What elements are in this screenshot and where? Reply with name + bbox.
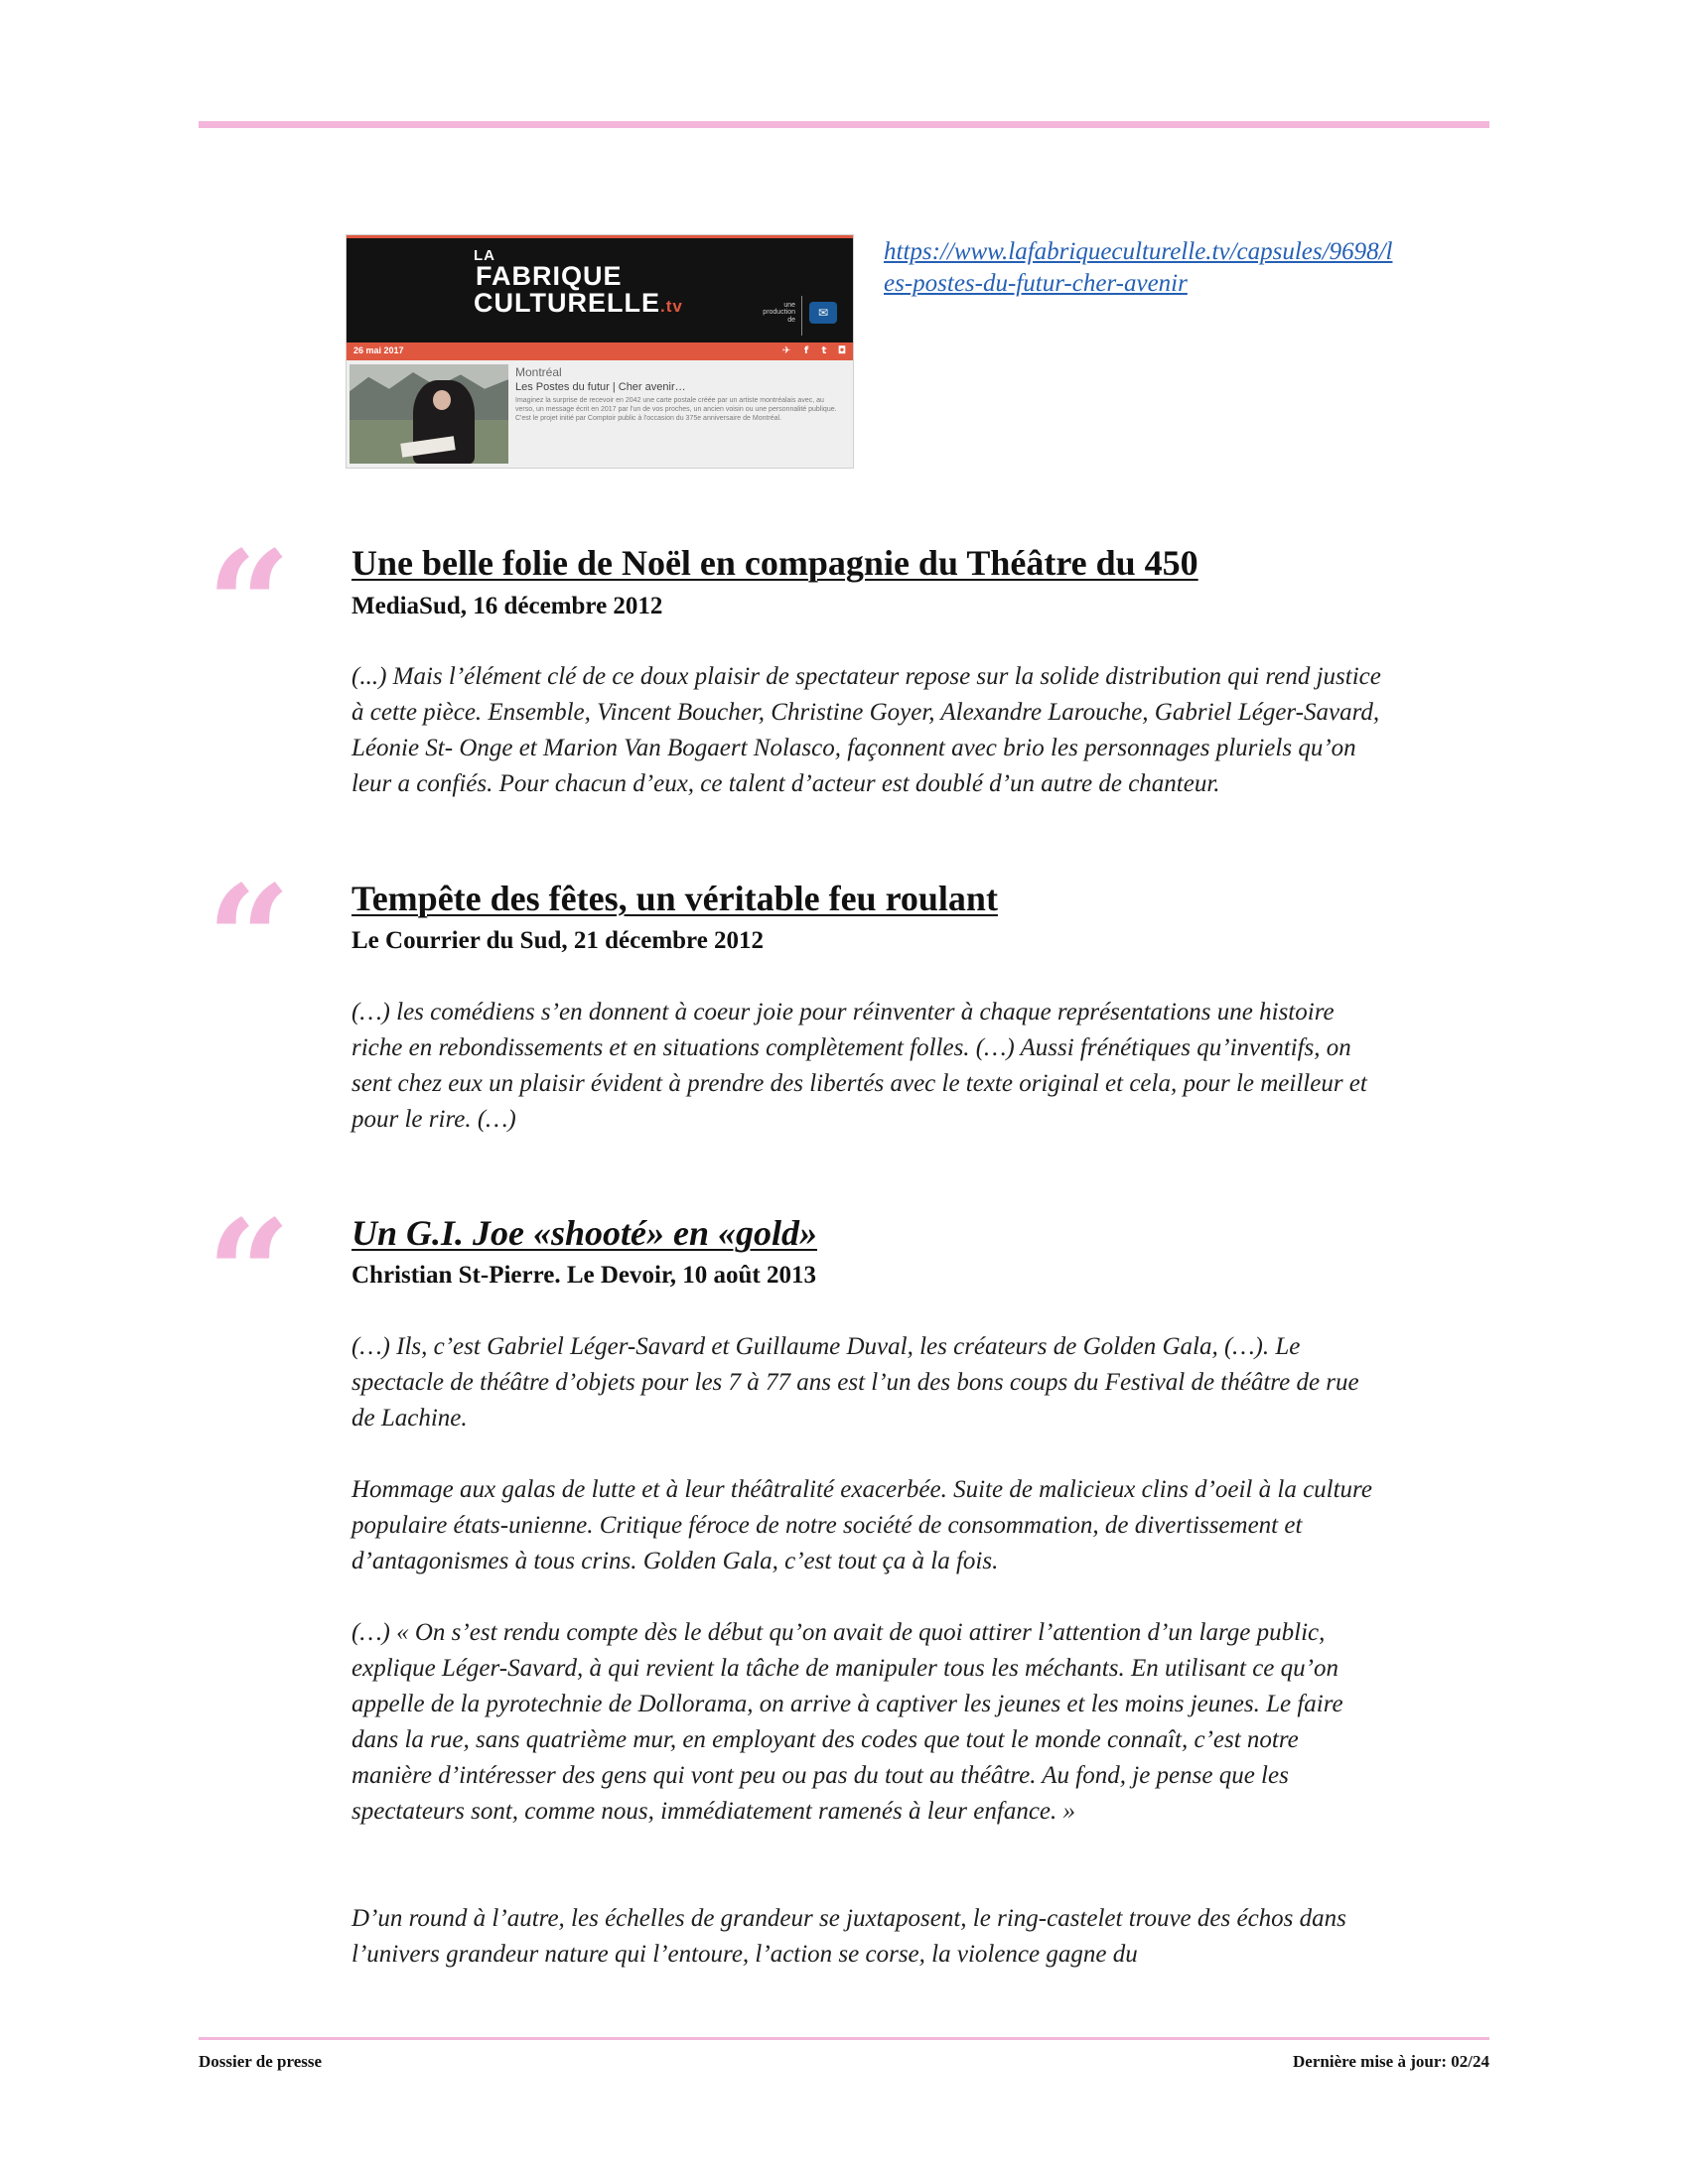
instagram-icon[interactable]: ◘ [837, 345, 847, 356]
quote-mark-icon: “ [207, 853, 292, 1025]
footer-divider [199, 2037, 1489, 2040]
review-paragraph: (…) Ils, c’est Gabriel Léger-Savard et Guillaume Duval, les créateurs de Golden Gala, (…). Le spectacle de théâtre d’objets pour les 7 à 77 ans est l’un des bons coups du Festival de théâtre de rue de Lachine. [352, 1333, 1359, 1432]
video-still-photo[interactable] [350, 364, 508, 464]
quote-mark-icon: “ [207, 518, 292, 691]
producer-logo-icon: ✉ [809, 302, 837, 324]
thumbnail-date-bar [347, 342, 853, 360]
review-source: Christian St-Pierre. Le Devoir, 10 août 2013 [352, 1262, 817, 1289]
thumbnail-header [347, 235, 853, 345]
review-paragraph: (...) Mais l’élément clé de ce doux plaisir de spectateur repose sur la solide distribution qui rend justice à cette pièce. Ensemble, Vincent Boucher, Christine Goyer, Alexandre Larouche, Gabriel Léger-Savard, Léonie St- Onge et Marion Van Bogaert Nolasco, façonnent avec brio les personnages pluriels qu’on leur a confiés. Pour chacun d’eux, ce talent d’acteur est doublé d’un autre de chanteur. [352, 663, 1381, 797]
thumbnail-city: Montréal [515, 365, 562, 379]
capsule-link[interactable]: https://www.lafabriqueculturelle.tv/capsules/9698/les-postes-du-futur-cher-avenir [884, 238, 1393, 297]
review-paragraph: (…) les comédiens s’en donnent à coeur joie pour réinventer à chaque représentations une histoire riche en rebondissements et en situations complètement folles. (…) Aussi frénétiques qu’inventifs, on sent chez eux un plaisir évident à prendre des libertés avec le texte original et cela, pour le meilleur et pour le rire. (…) [352, 999, 1367, 1133]
review-title: Tempête des fêtes, un véritable feu roulant [352, 879, 998, 918]
quote-mark-icon: “ [207, 1187, 292, 1360]
production-label: une production de [763, 302, 795, 324]
review-paragraph: (…) « On s’est rendu compte dès le début qu’on avait de quoi attirer l’attention d’un large public, explique Léger-Savard, à qui revient la tâche de manipuler tous les méchants. En utilisant ce qu’on appelle de la pyrotechnie de Dollorama, on arrive à captiver les jeunes et les moins jeunes. Le faire dans la rue, sans quatrième mur, en employant des codes que tout le monde connaît, c’est notre manière d’intéresser des gens qui vont peu ou pas du tout au théâtre. Au fond, je pense que les spectateurs sont, comme nous, immédiatement ramenés à leur enfance. » [352, 1619, 1343, 1825]
share-icon[interactable]: ✈ [781, 345, 791, 356]
production-separator [801, 296, 802, 336]
footer-document-title: Dossier de presse [199, 2052, 323, 2071]
capsule-thumbnail[interactable] [346, 234, 854, 469]
fabrique-culturelle-logo: LA FABRIQUE CULTURELLE.tv [474, 247, 683, 318]
header-divider [199, 121, 1489, 128]
review-title: Une belle folie de Noël en compagnie du Théâtre du 450 [352, 543, 1198, 583]
review-source: Le Courrier du Sud, 21 décembre 2012 [352, 927, 765, 954]
footer-last-updated: Dernière mise à jour: 02/24 [1293, 2052, 1489, 2071]
thumbnail-video-title: Les Postes du futur | Cher avenir… [515, 381, 686, 394]
review-paragraph: Hommage aux galas de lutte et à leur théâtralité exacerbée. Suite de malicieux clins d’oeil à la culture populaire états-unienne. Critique féroce de notre société de consommation, de divertissement et d’antagonismes à tous crins. Golden Gala, c’est tout ça à la fois. [352, 1476, 1372, 1574]
thumbnail-text [515, 366, 843, 424]
review-source: MediaSud, 16 décembre 2012 [352, 593, 663, 619]
twitter-icon[interactable]: t [821, 345, 827, 356]
facebook-icon[interactable]: f [803, 345, 809, 356]
review-paragraph: D’un round à l’autre, les échelles de grandeur se juxtaposent, le ring-castelet trouve des échos dans l’univers grandeur nature qui l’entoure, l’action se corse, la violence gagne du [352, 1905, 1346, 1968]
thumbnail-description: Imaginez la surprise de recevoir en 2042 une carte postale créée par un artiste montréalais avec, au verso, un message écrit en 2017 par l'un de vos proches, un ancien voisin ou une personnalité publique. C'est le projet initié par Comptoir public à l'occasion du 375e anniversaire de Montréal. [515, 397, 837, 423]
review-title: Un G.I. Joe «shooté» en «gold» [352, 1213, 818, 1253]
thumbnail-date: 26 mai 2017 [353, 345, 404, 355]
